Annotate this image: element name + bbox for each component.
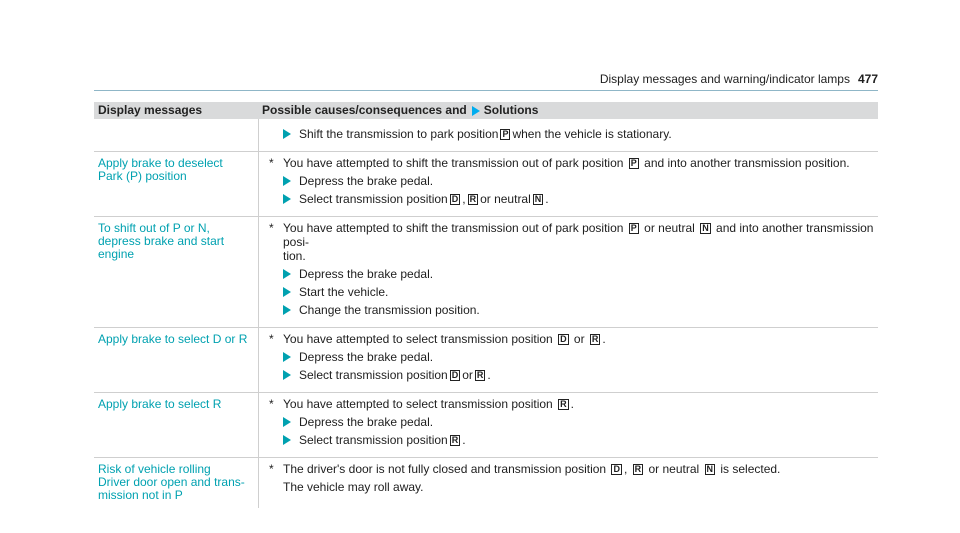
note-text: or neutral <box>648 462 700 476</box>
cause-note: * You have attempted to select transmission position D or R . <box>269 332 606 346</box>
col-causes-solutions <box>258 102 878 119</box>
step-arrow-icon <box>283 435 291 445</box>
solution-step: Select transmission position D or R . <box>283 368 874 382</box>
solutions-cell <box>259 328 878 392</box>
display-message: Risk of vehicle rolling Driver door open and trans- mission not in P <box>94 458 259 508</box>
solutions-cell <box>259 119 878 151</box>
gear-r-icon: R <box>469 193 477 204</box>
gear-n-icon: N <box>702 223 709 234</box>
step-arrow-icon <box>283 194 291 204</box>
step-arrow-icon <box>283 269 291 279</box>
step-text: Change the transmission position. <box>299 303 480 317</box>
note-text: or neutral <box>644 221 695 235</box>
solutions-cell <box>259 217 878 327</box>
step-arrow-icon <box>283 176 291 186</box>
solution-arrow-icon <box>472 106 480 116</box>
col2-suffix: Solutions <box>483 103 539 117</box>
gear-r-icon: R <box>451 434 459 445</box>
table-row <box>94 393 878 458</box>
note-text: You have attempted to shift the transmission out of park position <box>283 221 624 235</box>
step-text: Depress the brake pedal. <box>299 174 434 188</box>
note-text: and into another transmission position. <box>644 156 850 170</box>
gear-r-icon: R <box>634 464 642 475</box>
note-text: or <box>573 332 585 346</box>
step-text: Select transmission position <box>299 368 448 382</box>
step-text: when the vehicle is stationary. <box>512 127 672 141</box>
asterisk: * <box>269 332 274 346</box>
col2-prefix: Possible causes/consequences and <box>262 103 467 117</box>
solution-step <box>283 303 874 317</box>
step-arrow-icon <box>283 305 291 315</box>
solution-step <box>283 285 874 299</box>
note-text: and into another transmission posi- <box>283 221 874 249</box>
cause-note <box>269 221 874 263</box>
solution-step <box>283 127 874 141</box>
step-arrow-icon <box>283 417 291 427</box>
note-text: You have attempted to select transmission position <box>283 397 553 411</box>
gear-d-icon: D <box>451 369 459 380</box>
step-text: Depress the brake pedal. <box>299 415 434 429</box>
table-header <box>94 102 878 119</box>
solution-step <box>283 415 874 429</box>
cause-note <box>269 156 874 170</box>
table-row <box>94 217 878 328</box>
gear-r-icon: R <box>560 399 567 410</box>
gear-n-icon: N <box>534 193 542 204</box>
step-text: Depress the brake pedal. <box>299 350 434 364</box>
note-text: You have attempted to select transmission position <box>283 332 553 346</box>
step-arrow-icon <box>283 287 291 297</box>
page-header <box>600 72 878 86</box>
gear-p-icon: P <box>502 128 509 139</box>
solution-step <box>283 267 874 281</box>
step-text: Depress the brake pedal. <box>299 267 434 281</box>
cause-note: * The driver's door is not fully closed and transmission position D , R or neutral N is selected. <box>269 462 781 476</box>
note-text: tion. <box>283 249 306 263</box>
gear-p-icon: P <box>630 223 637 234</box>
asterisk: * <box>269 462 274 476</box>
cause-note: * You have attempted to select transmission position R . <box>269 397 574 411</box>
table-row <box>94 152 878 217</box>
step-text: or neutral <box>480 192 531 206</box>
gear-r-icon: R <box>591 334 599 345</box>
header-rule <box>94 90 878 91</box>
messages-table <box>94 102 878 508</box>
note-text: is selected. <box>720 462 781 476</box>
cause-note-cont: The vehicle may roll away. <box>283 480 424 494</box>
solution-step <box>283 350 874 364</box>
col-display-messages: Display messages <box>98 103 203 117</box>
step-text: or <box>462 368 473 382</box>
asterisk: * <box>269 156 274 170</box>
asterisk: * <box>269 221 274 235</box>
step-text: Shift the transmission to park position <box>299 127 499 141</box>
solutions-cell <box>259 393 878 457</box>
page-number: 477 <box>857 72 878 86</box>
display-message: Apply brake to deselect Park (P) position <box>94 152 259 216</box>
display-message <box>94 119 259 151</box>
step-text: Select transmission position <box>299 192 448 206</box>
solution-step <box>283 174 874 188</box>
gear-d-icon: D <box>451 193 459 204</box>
gear-d-icon: D <box>613 464 620 475</box>
display-message: Apply brake to select R <box>94 393 259 457</box>
solution-step: Select transmission position R . <box>283 433 874 447</box>
step-text: Start the vehicle. <box>299 285 389 299</box>
section-title: Display messages and warning/indicator lamps <box>599 72 850 86</box>
table-row <box>94 328 878 393</box>
solution-step: Select transmission position D , R or neutral N . <box>283 192 874 206</box>
step-arrow-icon <box>283 129 291 139</box>
gear-d-icon: D <box>560 334 567 345</box>
note-text: The driver's door is not fully closed and transmission position <box>283 462 607 476</box>
gear-r-icon: R <box>476 369 484 380</box>
gear-n-icon: N <box>706 464 714 475</box>
asterisk: * <box>269 397 274 411</box>
step-arrow-icon <box>283 352 291 362</box>
gear-p-icon: P <box>630 158 637 169</box>
step-text: Select transmission position <box>299 433 448 447</box>
display-message: Apply brake to select D or R <box>94 328 259 392</box>
table-row <box>94 119 878 152</box>
table-row <box>94 458 878 508</box>
step-arrow-icon <box>283 370 291 380</box>
solutions-cell <box>259 152 878 216</box>
solutions-cell <box>259 458 878 508</box>
note-text: You have attempted to shift the transmission out of park position <box>283 156 624 170</box>
display-message: To shift out of P or N, depress brake and start engine <box>94 217 259 327</box>
